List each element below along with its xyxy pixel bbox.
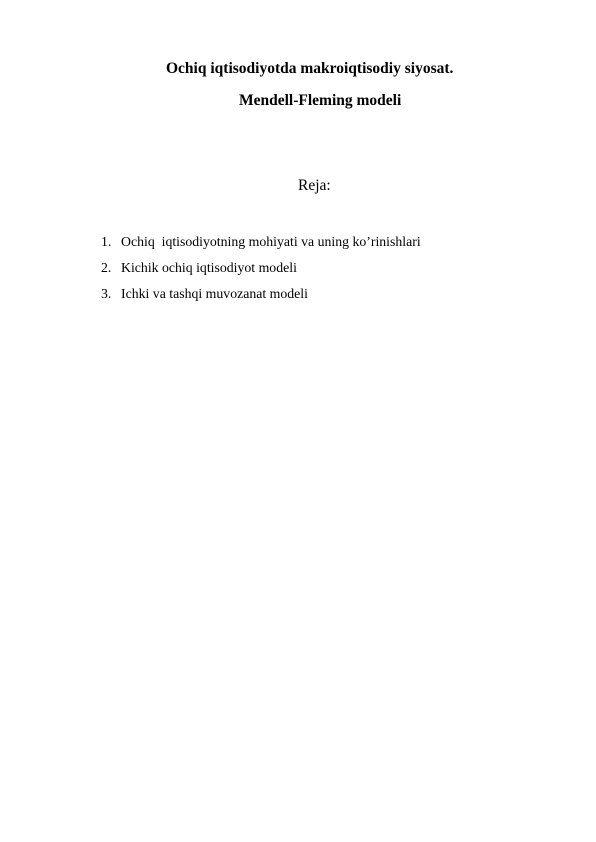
plan-list-item <box>101 234 421 260</box>
plan-list <box>101 234 421 312</box>
plan-item-text: Ichki va tashqi muvozanat modeli <box>121 286 308 301</box>
plan-item-text: Ochiq iqtisodiyotning mohiyati va uning ko’rinishlari <box>121 234 421 249</box>
document-title-line-1: Ochiq iqtisodiyotda makroiqtisodiy siyosat. <box>166 60 454 77</box>
plan-heading: Reja: <box>298 177 331 194</box>
document-title-line-2: Mendell-Fleming modeli <box>239 92 402 109</box>
plan-item-text: Kichik ochiq iqtisodiyot modeli <box>121 260 297 275</box>
plan-list-item <box>101 286 421 312</box>
plan-item-number: 2. <box>101 260 112 275</box>
plan-item-number: 1. <box>101 234 112 249</box>
plan-list-item <box>101 260 421 286</box>
plan-item-number: 3. <box>101 286 112 301</box>
